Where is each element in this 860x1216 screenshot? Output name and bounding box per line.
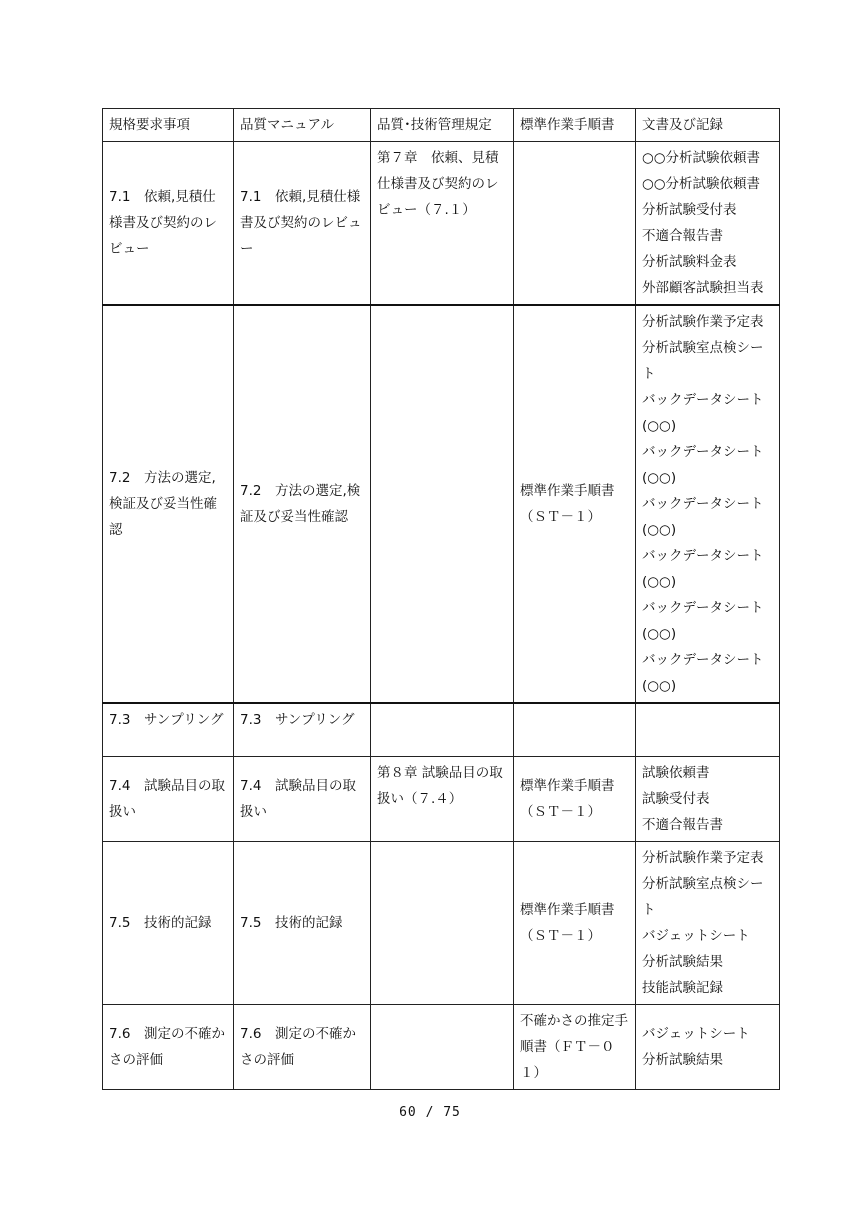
requirement-cell: 7.5 技術的記録 xyxy=(103,841,234,1004)
sop-cell: 標準作業手順書（ＳＴ－１） xyxy=(514,756,636,841)
header-cell: 品質マニュアル xyxy=(234,109,371,142)
table-row xyxy=(103,703,780,756)
record-item: 分析試験室点検シート xyxy=(642,875,764,918)
record-item: 外部顧客試験担当表 xyxy=(642,280,764,296)
record-item: 分析試験料金表 xyxy=(642,254,737,270)
records-cell xyxy=(636,305,780,703)
sop-cell xyxy=(514,703,636,756)
sop-cell: 不確かさの推定手順書（ＦＴ－０１） xyxy=(514,1004,636,1089)
header-cell: 規格要求事項 xyxy=(103,109,234,142)
requirements-table xyxy=(102,108,780,1090)
page-number: 60 / 75 xyxy=(399,1105,461,1120)
records-cell xyxy=(636,1004,780,1089)
manual-cell: 7.3 サンプリング xyxy=(234,703,371,756)
header-cell: 標準作業手順書 xyxy=(514,109,636,142)
sop-cell xyxy=(514,142,636,306)
manual-cell: 7.5 技術的記録 xyxy=(234,841,371,1004)
rule-cell xyxy=(371,1004,514,1089)
table-row xyxy=(103,841,780,1004)
record-item: ○○分析試験依頼書 xyxy=(642,176,761,192)
table-row xyxy=(103,305,780,703)
records-cell xyxy=(636,841,780,1004)
record-item: バックデータシート(○○) xyxy=(642,392,764,434)
sop-cell: 標準作業手順書（ＳＴ－１） xyxy=(514,841,636,1004)
rule-cell: 第８章 試験品目の取扱い（７.４） xyxy=(371,756,514,841)
manual-cell: 7.6 測定の不確かさの評価 xyxy=(234,1004,371,1089)
requirement-cell: 7.4 試験品目の取扱い xyxy=(103,756,234,841)
records-cell xyxy=(636,703,780,756)
rule-cell xyxy=(371,841,514,1004)
manual-cell: 7.1 依頼,見積仕様書及び契約のレビュー xyxy=(234,142,371,306)
record-item: バックデータシート(○○) xyxy=(642,548,764,590)
requirement-cell: 7.2 方法の選定,検証及び妥当性確認 xyxy=(103,305,234,703)
record-item: バジェットシート xyxy=(642,1025,750,1042)
requirement-cell: 7.6 測定の不確かさの評価 xyxy=(103,1004,234,1089)
record-item: 技能試験記録 xyxy=(642,979,723,996)
record-item: 試験受付表 xyxy=(642,790,710,807)
record-item: 分析試験作業予定表 xyxy=(642,314,764,330)
record-item: バックデータシート(○○) xyxy=(642,496,764,538)
record-item: 分析試験結果 xyxy=(642,1051,723,1068)
record-item: 不適合報告書 xyxy=(642,816,723,833)
record-item: ○○分析試験依頼書 xyxy=(642,150,761,166)
record-item: 分析試験受付表 xyxy=(642,202,737,218)
table-header-row xyxy=(103,109,780,142)
record-item: 分析試験室点検シート xyxy=(642,340,764,382)
header-cell: 文書及び記録 xyxy=(636,109,780,142)
rule-cell xyxy=(371,305,514,703)
manual-cell: 7.4 試験品目の取扱い xyxy=(234,756,371,841)
record-item: 試験依頼書 xyxy=(642,764,710,781)
table-row xyxy=(103,1004,780,1089)
record-item: 分析試験作業予定表 xyxy=(642,849,764,866)
record-item: 不適合報告書 xyxy=(642,228,723,244)
rule-cell xyxy=(371,703,514,756)
record-item: バックデータシート(○○) xyxy=(642,652,764,694)
record-item: バックデータシート(○○) xyxy=(642,600,764,642)
record-item: バジェットシート xyxy=(642,927,750,944)
table-row xyxy=(103,142,780,306)
sop-cell: 標準作業手順書（ＳＴ－１） xyxy=(514,305,636,703)
manual-cell: 7.2 方法の選定,検証及び妥当性確認 xyxy=(234,305,371,703)
record-item: 分析試験結果 xyxy=(642,953,723,970)
requirement-cell: 7.1 依頼,見積仕様書及び契約のレビュー xyxy=(103,142,234,306)
table-row xyxy=(103,756,780,841)
header-cell: 品質･技術管理規定 xyxy=(371,109,514,142)
records-cell xyxy=(636,756,780,841)
records-cell xyxy=(636,142,780,306)
record-item: バックデータシート(○○) xyxy=(642,444,764,486)
rule-cell: 第７章 依頼、見積仕様書及び契約のレビュー（７.１） xyxy=(371,142,514,306)
requirement-cell: 7.3 サンプリング xyxy=(103,703,234,756)
